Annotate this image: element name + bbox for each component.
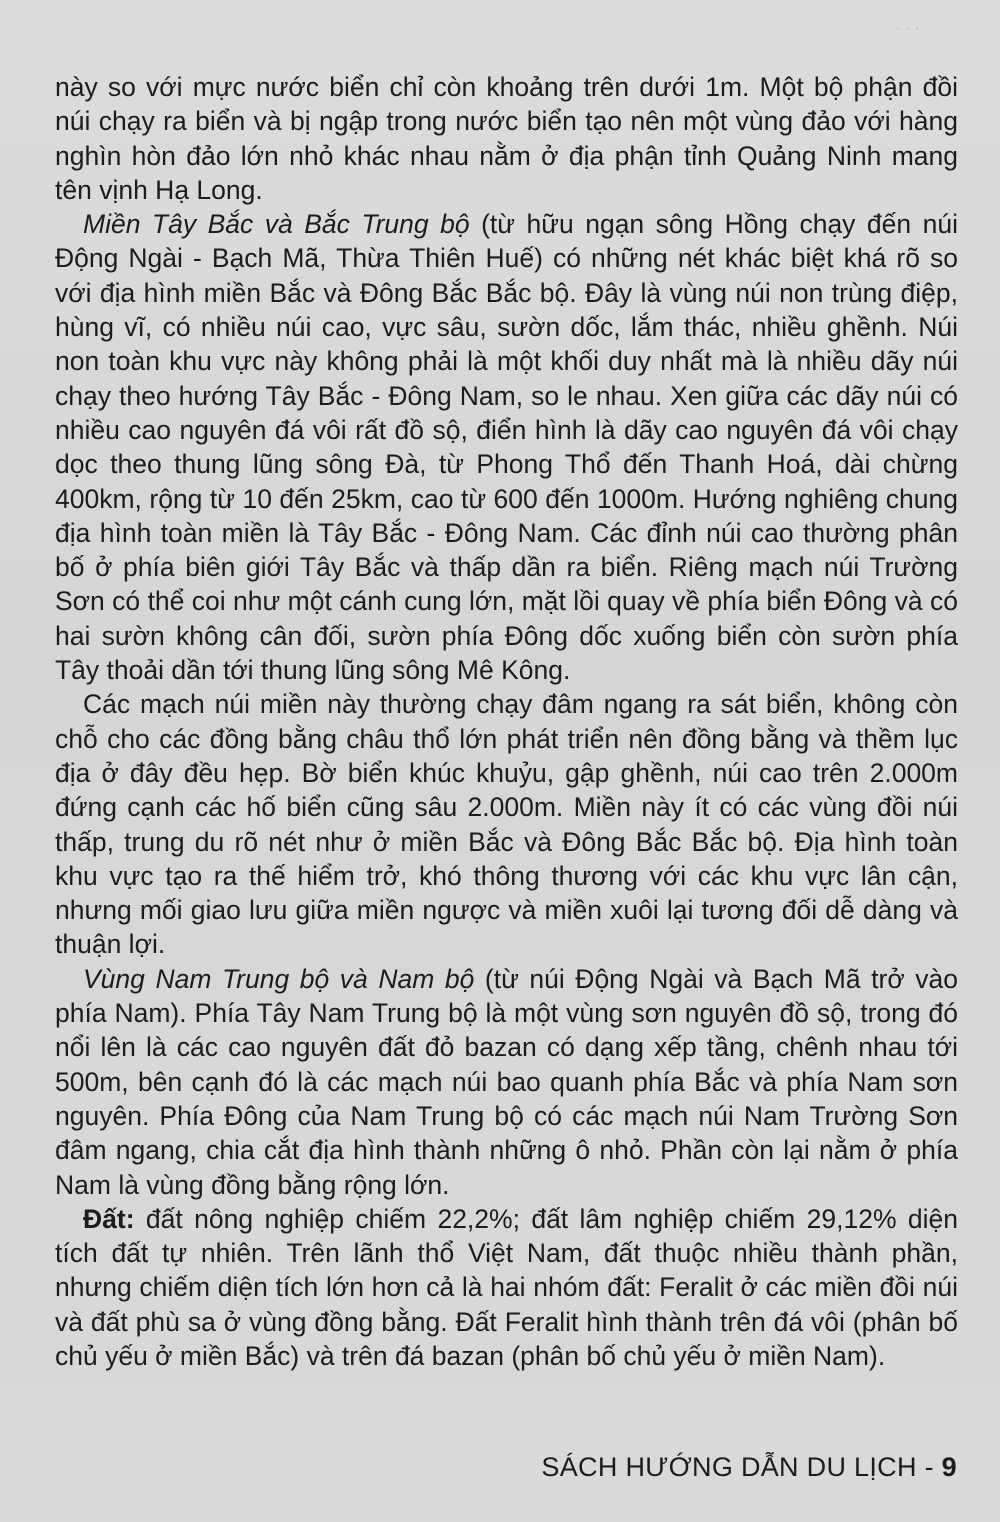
paragraph-mountain-ranges bbox=[55, 687, 958, 961]
paragraph-text: Các mạch núi miền này thường chạy đâm ngang ra sát biển, không còn chỗ cho các đồng bằng châu thổ lớn phát triển nên đồng bằng và thềm lục địa ở đây đều hẹp. Bờ biển khúc khuỷu, gập ghềnh, núi cao trên 2.000m đứng cạnh các hố biển cũng sâu 2.000m. Miền này ít có các vùng đồi núi thấp, trung du rõ nét như ở miền Bắc và Đông Bắc Bắc bộ. Địa hình toàn khu vực tạo ra thế hiểm trở, khó thông thương với các khu vực lân cận, nhưng mối giao lưu giữa miền ngược và miền xuôi lại tương đối dễ dàng và thuận lợi. bbox=[55, 689, 958, 960]
region-heading-northwest: Miền Tây Bắc và Bắc Trung bộ bbox=[83, 209, 470, 240]
page-footer bbox=[541, 1452, 957, 1483]
paragraph-northwest-region bbox=[55, 207, 958, 687]
paragraph-south-region bbox=[55, 962, 958, 1202]
soil-heading: Đất: bbox=[83, 1203, 135, 1234]
paragraph-text: này so với mực nước biển chỉ còn khoảng trên dưới 1m. Một bộ phận đồi núi chạy ra biển và bị ngập trong nước biển tạo nên một vùng đảo với hàng nghìn hòn đảo lớn nhỏ khác nhau nằm ở địa phận tỉnh Quảng Ninh mang tên vịnh Hạ Long. bbox=[55, 72, 958, 205]
paragraph-text: (từ núi Động Ngài và Bạch Mã trở vào phía Nam). Phía Tây Nam Trung bộ là một vùng sơn nguyên đồ sộ, trong đó nổi lên là các cao nguyên đất đỏ bazan có dạng xếp tầng, chênh nhau tới 500m, bên cạnh đó là các mạch núi bao quanh phía Bắc và phía Nam sơn nguyên. Phía Đông của Nam Trung bộ có các mạch núi Nam Trường Sơn đâm ngang, chia cắt địa hình thành những ô nhỏ. Phần còn lại nằm ở phía Nam là vùng đồng bằng rộng lớn. bbox=[55, 963, 958, 1200]
paragraph-halong bbox=[55, 70, 958, 207]
page-number: 9 bbox=[941, 1452, 957, 1482]
paragraph-text: đất nông nghiệp chiếm 22,2%; đất lâm nghiệp chiếm 29,12% diện tích đất tự nhiên. Trên lãnh thổ Việt Nam, đất thuộc nhiều thành phần, nhưng chiếm diện tích lớn hơn cả là hai nhóm đất: Feralit ở các miền đồi núi và đất phù sa ở vùng đồng bằng. Đất Feralit hình thành trên đá vôi (phân bố chủ yếu ở miền Bắc) và trên đá bazan (phân bố chủ yếu ở miền Nam). bbox=[55, 1203, 958, 1371]
body-text bbox=[55, 70, 958, 1373]
region-heading-south: Vùng Nam Trung bộ và Nam bộ bbox=[83, 963, 475, 994]
corner-mark: · · · bbox=[895, 20, 920, 37]
paragraph-soil bbox=[55, 1202, 958, 1373]
running-title: SÁCH HƯỚNG DẪN DU LỊCH - bbox=[541, 1452, 942, 1482]
paragraph-text: (từ hữu ngạn sông Hồng chạy đến núi Động Ngài - Bạch Mã, Thừa Thiên Huế) có những nét khác biệt khá rõ so với địa hình miền Bắc và Đông Bắc Bắc bộ. Đây là vùng núi non trùng điệp, hùng vĩ, có nhiều núi cao, vực sâu, sườn dốc, lắm thác, nhiều ghềnh. Núi non toàn khu vực này không phải là một khối duy nhất mà là nhiều dãy núi chạy theo hướng Tây Bắc - Đông Nam, so le nhau. Xen giữa các dãy núi có nhiều cao nguyên đá vôi rất đồ sộ, điển hình là dãy cao nguyên đá vôi chạy dọc theo thung lũng sông Đà, từ Phong Thổ đến Thanh Hoá, dài chừng 400km, rộng từ 10 đến 25km, cao từ 600 đến 1000m. Hướng nghiêng chung địa hình toàn miền là Tây Bắc - Đông Nam. Các đỉnh núi cao thường phân bố ở phía biên giới Tây Bắc và thấp dần ra biển. Riêng mạch núi Trường Sơn có thể coi như một cánh cung lớn, mặt lồi quay về phía biển Đông và có hai sườn không cân đối, sườn phía Đông dốc xuống biển còn sườn phía Tây thoải dần tới thung lũng sông Mê Kông. bbox=[55, 209, 958, 686]
